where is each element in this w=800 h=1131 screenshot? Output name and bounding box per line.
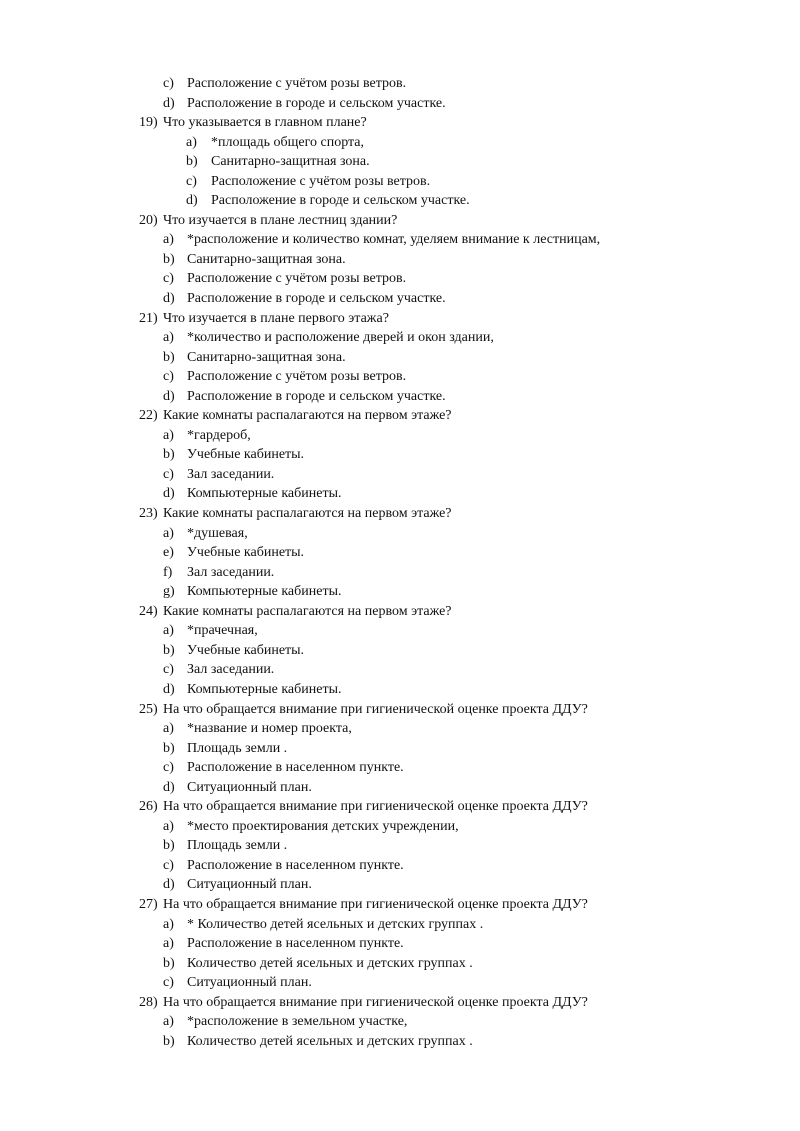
question-number: 24) xyxy=(139,603,158,619)
question-line xyxy=(0,309,800,329)
option-text: Компьютерные кабинеты. xyxy=(187,486,342,502)
option-marker: a) xyxy=(186,134,197,150)
option-text: * Количество детей ясельных и детских группах . xyxy=(187,916,484,932)
option-text: Расположение с учётом розы ветров. xyxy=(187,271,407,287)
answer-option xyxy=(0,74,800,94)
answer-option xyxy=(0,172,800,192)
question-line xyxy=(0,602,800,622)
answer-option xyxy=(0,660,800,680)
option-text: Количество детей ясельных и детских группах . xyxy=(187,1033,473,1049)
answer-option xyxy=(0,152,800,172)
option-marker: a) xyxy=(163,936,174,952)
option-text: Учебные кабинеты. xyxy=(187,545,305,561)
question-line xyxy=(0,406,800,426)
option-marker: d) xyxy=(163,486,175,502)
option-text: Расположение в городе и сельском участке. xyxy=(187,291,446,307)
answer-option xyxy=(0,1012,800,1032)
question-number: 21) xyxy=(139,310,158,326)
option-marker: c) xyxy=(163,975,174,991)
option-marker: a) xyxy=(163,818,174,834)
question-text: Какие комнаты распалагаются на первом этаже? xyxy=(163,506,452,522)
question-line xyxy=(0,895,800,915)
answer-option xyxy=(0,915,800,935)
question-text: На что обращается внимание при гигиенической оценке проекта ДДУ? xyxy=(163,994,588,1010)
answer-option xyxy=(0,289,800,309)
question-number: 19) xyxy=(139,115,158,131)
question-number: 25) xyxy=(139,701,158,717)
option-text: Учебные кабинеты. xyxy=(187,447,305,463)
document-page xyxy=(0,74,800,1051)
question-number: 23) xyxy=(139,506,158,522)
question-number: 22) xyxy=(139,408,158,424)
option-text: Санитарно-защитная зона. xyxy=(187,251,346,267)
answer-option xyxy=(0,875,800,895)
option-marker: a) xyxy=(163,1014,174,1030)
option-text: *расположение в земельном участке, xyxy=(187,1014,408,1030)
answer-option xyxy=(0,934,800,954)
option-marker: d) xyxy=(163,779,175,795)
option-marker: f) xyxy=(163,564,173,580)
answer-option xyxy=(0,191,800,211)
option-text: Количество детей ясельных и детских группах . xyxy=(187,955,473,971)
question-text: Что указывается в главном плане? xyxy=(163,115,367,131)
option-marker: d) xyxy=(163,95,175,111)
question-text: Какие комнаты распалагаются на первом этаже? xyxy=(163,603,452,619)
option-text: Расположение в населенном пункте. xyxy=(187,857,404,873)
answer-option xyxy=(0,484,800,504)
option-text: *гардероб, xyxy=(187,427,251,443)
option-marker: b) xyxy=(163,642,175,658)
answer-option xyxy=(0,973,800,993)
option-text: Учебные кабинеты. xyxy=(187,642,305,658)
question-line xyxy=(0,993,800,1013)
option-marker: a) xyxy=(163,330,174,346)
option-text: Ситуационный план. xyxy=(187,975,312,991)
option-marker: c) xyxy=(163,76,174,91)
answer-option xyxy=(0,778,800,798)
question-line xyxy=(0,113,800,133)
question-line xyxy=(0,504,800,524)
option-text: Расположение в городе и сельском участке. xyxy=(187,388,446,404)
option-marker: d) xyxy=(163,681,175,697)
answer-option xyxy=(0,856,800,876)
option-marker: c) xyxy=(163,662,174,678)
option-text: Расположение с учётом розы ветров. xyxy=(187,76,407,91)
answer-option xyxy=(0,563,800,583)
option-marker: a) xyxy=(163,427,174,443)
option-text: Зал заседании. xyxy=(187,564,275,580)
option-marker: b) xyxy=(163,349,175,365)
option-marker: a) xyxy=(163,232,174,248)
option-marker: e) xyxy=(163,545,174,561)
option-text: *душевая, xyxy=(187,525,248,541)
answer-option xyxy=(0,524,800,544)
option-text: Расположение в населенном пункте. xyxy=(187,760,404,776)
question-number: 20) xyxy=(139,212,158,228)
option-marker: c) xyxy=(163,760,174,776)
option-text: Ситуационный план. xyxy=(187,877,312,893)
option-text: *расположение и количество комнат, уделяем внимание к лестницам, xyxy=(187,232,601,248)
option-marker: a) xyxy=(163,525,174,541)
question-text: Какие комнаты распалагаются на первом этаже? xyxy=(163,408,452,424)
answer-option xyxy=(0,836,800,856)
question-text: На что обращается внимание при гигиенической оценке проекта ДДУ? xyxy=(163,896,588,912)
question-number: 28) xyxy=(139,994,158,1010)
option-marker: c) xyxy=(163,857,174,873)
question-line xyxy=(0,797,800,817)
option-marker: d) xyxy=(163,388,175,404)
option-text: Расположение в городе и сельском участке. xyxy=(211,193,470,209)
question-line xyxy=(0,211,800,231)
answer-option xyxy=(0,269,800,289)
option-marker: c) xyxy=(163,369,174,385)
option-marker: b) xyxy=(163,740,175,756)
question-text: На что обращается внимание при гигиенической оценке проекта ДДУ? xyxy=(163,799,588,815)
option-marker: d) xyxy=(163,877,175,893)
option-text: Расположение в городе и сельском участке. xyxy=(187,95,446,111)
answer-option xyxy=(0,739,800,759)
option-marker: b) xyxy=(186,154,198,170)
option-marker: b) xyxy=(163,447,175,463)
answer-option xyxy=(0,680,800,700)
option-marker: a) xyxy=(163,916,174,932)
option-marker: b) xyxy=(163,955,175,971)
option-marker: g) xyxy=(163,584,175,600)
option-marker: a) xyxy=(163,623,174,639)
answer-option xyxy=(0,250,800,270)
option-text: Санитарно-защитная зона. xyxy=(187,349,346,365)
answer-option xyxy=(0,719,800,739)
answer-option xyxy=(0,621,800,641)
answer-option xyxy=(0,954,800,974)
answer-option xyxy=(0,445,800,465)
option-marker: d) xyxy=(163,291,175,307)
option-text: Расположение с учётом розы ветров. xyxy=(187,369,407,385)
option-text: Зал заседании. xyxy=(187,466,275,482)
answer-option xyxy=(0,230,800,250)
option-marker: a) xyxy=(163,721,174,737)
option-text: Санитарно-защитная зона. xyxy=(211,154,370,170)
answer-option xyxy=(0,582,800,602)
option-marker: c) xyxy=(186,173,197,189)
answer-option xyxy=(0,641,800,661)
option-text: Компьютерные кабинеты. xyxy=(187,584,342,600)
option-text: *площадь общего спорта, xyxy=(211,134,365,150)
option-text: Зал заседании. xyxy=(187,662,275,678)
answer-option xyxy=(0,367,800,387)
option-marker: c) xyxy=(163,271,174,287)
option-text: Площадь земли . xyxy=(187,740,288,756)
option-text: Расположение с учётом розы ветров. xyxy=(211,173,431,189)
option-marker: b) xyxy=(163,251,175,267)
answer-option xyxy=(0,1032,800,1052)
answer-option xyxy=(0,348,800,368)
option-text: Площадь земли . xyxy=(187,838,288,854)
question-text: Что изучается в плане первого этажа? xyxy=(163,310,389,326)
option-text: Ситуационный план. xyxy=(187,779,312,795)
question-line xyxy=(0,700,800,720)
option-text: *место проектирования детских учреждении, xyxy=(187,818,459,834)
answer-option xyxy=(0,133,800,153)
option-marker: b) xyxy=(163,1033,175,1049)
option-marker: d) xyxy=(186,193,198,209)
option-marker: b) xyxy=(163,838,175,854)
option-text: Компьютерные кабинеты. xyxy=(187,681,342,697)
answer-option xyxy=(0,94,800,114)
question-number: 26) xyxy=(139,799,158,815)
question-text: Что изучается в плане лестниц здании? xyxy=(163,212,398,228)
option-marker: c) xyxy=(163,466,174,482)
question-number: 27) xyxy=(139,896,158,912)
answer-option xyxy=(0,387,800,407)
answer-option xyxy=(0,426,800,446)
answer-option xyxy=(0,543,800,563)
answer-option xyxy=(0,817,800,837)
option-text: *количество и расположение дверей и окон здании, xyxy=(187,330,494,346)
answer-option xyxy=(0,328,800,348)
answer-option xyxy=(0,758,800,778)
question-text: На что обращается внимание при гигиенической оценке проекта ДДУ? xyxy=(163,701,588,717)
answer-option xyxy=(0,465,800,485)
option-text: *прачечная, xyxy=(187,623,258,639)
option-text: *название и номер проекта, xyxy=(187,721,352,737)
option-text: Расположение в населенном пункте. xyxy=(187,936,404,952)
